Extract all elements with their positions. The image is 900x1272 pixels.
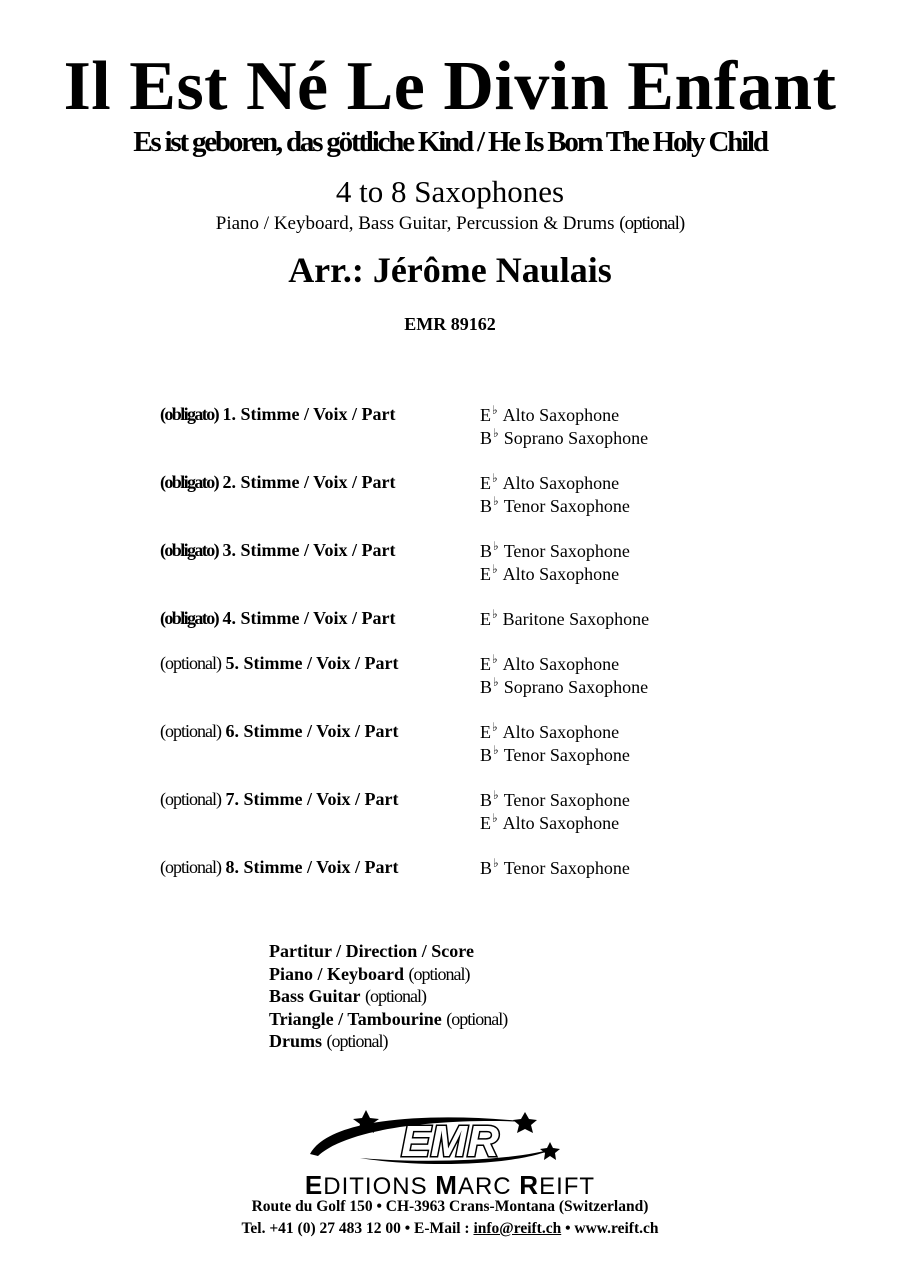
accompaniment-text: Piano / Keyboard, Bass Guitar, Percussion & Drums (215, 213, 615, 234)
instrument-key: E (480, 813, 491, 833)
accompaniment-line (0, 214, 900, 233)
extras-list (269, 940, 507, 1053)
instrument-key: B (480, 428, 493, 448)
part-instruments (480, 857, 630, 880)
instrument-name: Alto Saxophone (502, 564, 620, 584)
part-heading (160, 653, 398, 674)
instrument-name: Soprano Saxophone (503, 677, 649, 697)
instrument-line (480, 721, 630, 744)
part-heading (160, 608, 396, 629)
instrument-name: Alto Saxophone (502, 405, 620, 425)
instrument-line (480, 744, 630, 767)
star-icon (513, 1112, 537, 1133)
publisher-initial: M (435, 1170, 458, 1200)
part-status: (optional) (160, 653, 221, 673)
publisher-address: Route du Golf 150 • CH-3963 Crans-Montana (Switzerland) (251, 1198, 649, 1215)
extra-note: (optional) (446, 1008, 508, 1029)
part-heading (160, 857, 398, 878)
instrument-name: Tenor Saxophone (503, 858, 630, 878)
instrument-key: B (480, 677, 493, 697)
flat-icon: ♭ (492, 607, 498, 621)
flat-icon: ♭ (493, 856, 499, 870)
emr-logo (300, 1108, 600, 1170)
part-heading (160, 789, 398, 810)
part-status: (obligato) (160, 404, 218, 424)
instrument-name: Tenor Saxophone (503, 790, 630, 810)
part-heading (160, 721, 398, 742)
flat-icon: ♭ (492, 652, 498, 666)
instrument-key: B (480, 790, 493, 810)
instrument-name: Soprano Saxophone (503, 428, 649, 448)
instrument-line (480, 472, 630, 495)
accompaniment-note: (optional) (619, 213, 685, 234)
part-label: 5. Stimme / Voix / Part (225, 653, 399, 673)
extra-item (269, 985, 507, 1008)
part-heading (160, 472, 396, 493)
extra-item (269, 940, 507, 963)
instrument-key: E (480, 609, 491, 629)
flat-icon: ♭ (493, 743, 499, 757)
instrument-line (480, 789, 630, 812)
instrument-line (480, 608, 649, 631)
extra-label: Partitur / Direction / Score (269, 941, 474, 961)
part-heading (160, 540, 396, 561)
flat-icon: ♭ (493, 675, 499, 689)
instrument-line (480, 540, 630, 563)
part-label: 6. Stimme / Voix / Part (225, 721, 399, 741)
publisher-name (0, 1172, 900, 1199)
star-icon (540, 1142, 560, 1160)
logo-text: EMR (401, 1117, 499, 1166)
part-heading (160, 404, 396, 425)
extra-label: Piano / Keyboard (269, 963, 405, 984)
instrument-key: B (480, 745, 493, 765)
instrument-line (480, 857, 630, 880)
extra-label: Bass Guitar (269, 986, 361, 1006)
flat-icon: ♭ (492, 562, 498, 576)
part-label: 3. Stimme / Voix / Part (222, 540, 396, 560)
flat-icon: ♭ (492, 720, 498, 734)
part-label: 4. Stimme / Voix / Part (222, 608, 396, 628)
part-instruments (480, 721, 630, 767)
email-link[interactable]: info@reift.ch (473, 1220, 562, 1237)
publisher-word: EIFT (539, 1173, 596, 1200)
flat-icon: ♭ (493, 494, 499, 508)
extra-label: Drums (269, 1031, 322, 1051)
instrument-name: Alto Saxophone (502, 473, 620, 493)
flat-icon: ♭ (492, 811, 498, 825)
part-status: (optional) (160, 789, 221, 809)
part-instruments (480, 653, 648, 699)
publisher-initial: R (519, 1170, 540, 1200)
extra-item (269, 963, 507, 986)
part-status: (obligato) (160, 608, 218, 628)
flat-icon: ♭ (493, 539, 499, 553)
instrumentation: 4 to 8 Saxophones (335, 174, 565, 209)
publisher-initial: E (304, 1170, 324, 1200)
part-label: 7. Stimme / Voix / Part (225, 789, 399, 809)
flat-icon: ♭ (493, 426, 499, 440)
part-instruments (480, 404, 648, 450)
instrument-key: B (480, 541, 493, 561)
extra-note: (optional) (365, 986, 426, 1006)
instrument-line (480, 676, 648, 699)
part-status: (optional) (160, 857, 221, 877)
part-status: (obligato) (160, 540, 218, 560)
arranger: Arr.: Jérôme Naulais (288, 250, 612, 290)
instrument-name: Tenor Saxophone (503, 745, 630, 765)
page-subtitle: Es ist geboren, das göttliche Kind / He Is Born The Holy Child (133, 126, 767, 158)
instrument-key: E (480, 405, 491, 425)
part-label: 2. Stimme / Voix / Part (222, 472, 396, 492)
flat-icon: ♭ (493, 788, 499, 802)
instrument-key: E (480, 722, 491, 742)
part-instruments (480, 789, 630, 835)
instrument-key: B (480, 496, 493, 516)
part-instruments (480, 608, 649, 631)
instrument-name: Alto Saxophone (502, 654, 620, 674)
instrument-line (480, 563, 630, 586)
catalog-number: EMR 89162 (404, 314, 496, 334)
instrument-line (480, 495, 630, 518)
instrument-line (480, 427, 648, 450)
instrument-name: Tenor Saxophone (503, 496, 630, 516)
extra-note: (optional) (326, 1031, 388, 1051)
contact-web[interactable]: • www.reift.ch (561, 1220, 659, 1237)
instrument-key: E (480, 654, 491, 674)
instrument-key: E (480, 473, 491, 493)
part-label: 8. Stimme / Voix / Part (225, 857, 399, 877)
part-label: 1. Stimme / Voix / Part (222, 404, 396, 424)
instrument-line (480, 404, 648, 427)
extra-item (269, 1008, 507, 1031)
instrument-key: E (480, 564, 491, 584)
instrument-name: Baritone Saxophone (502, 609, 650, 629)
instrument-name: Tenor Saxophone (503, 541, 630, 561)
extra-item (269, 1030, 507, 1053)
page-title: Il Est Né Le Divin Enfant (63, 48, 837, 125)
flat-icon: ♭ (492, 403, 498, 417)
instrument-name: Alto Saxophone (502, 722, 620, 742)
flat-icon: ♭ (492, 471, 498, 485)
extra-label: Triangle / Tambourine (269, 1008, 442, 1029)
instrument-line (480, 812, 630, 835)
part-instruments (480, 472, 630, 518)
extra-note: (optional) (408, 963, 470, 984)
instrument-name: Alto Saxophone (502, 813, 620, 833)
publisher-contact (0, 1220, 900, 1238)
instrument-line (480, 653, 648, 676)
part-instruments (480, 540, 630, 586)
publisher-word: ARC (457, 1173, 520, 1200)
instrument-key: B (480, 858, 493, 878)
publisher-word: DITIONS (323, 1173, 436, 1200)
part-status: (obligato) (160, 472, 218, 492)
contact-tel: Tel. +41 (0) 27 483 12 00 • E-Mail : (241, 1220, 474, 1237)
part-status: (optional) (160, 721, 221, 741)
